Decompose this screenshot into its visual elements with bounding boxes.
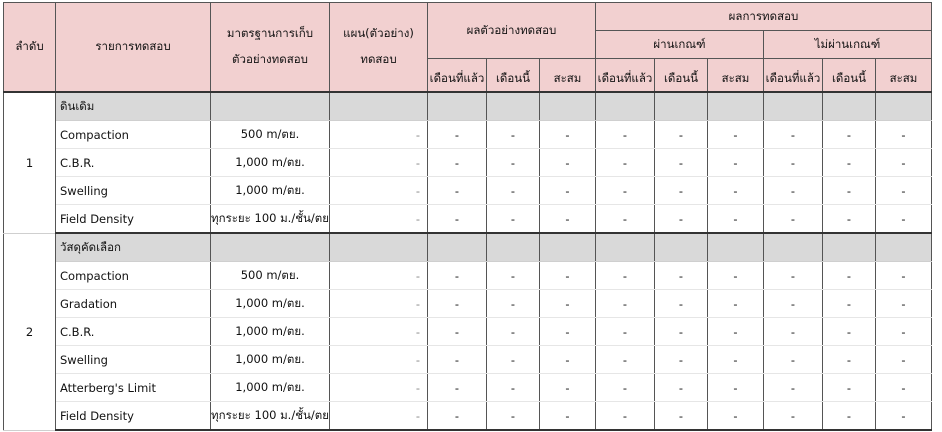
sampling-standard: 1,000 m/ตย.: [211, 290, 330, 318]
header-sample-this-month: เดือนนี้: [487, 59, 540, 93]
result-value: -: [596, 177, 655, 205]
result-value: -: [876, 205, 932, 234]
result-value: -: [823, 262, 876, 290]
category-blank-cell: [540, 92, 596, 121]
result-value: -: [876, 346, 932, 374]
result-value: -: [823, 177, 876, 205]
result-value: -: [655, 318, 708, 346]
result-value: -: [823, 149, 876, 177]
test-item: Field Density: [56, 402, 211, 431]
result-value: -: [764, 205, 823, 234]
table-row: [4, 205, 932, 234]
result-value: -: [764, 318, 823, 346]
result-value: -: [708, 346, 764, 374]
result-value: -: [823, 121, 876, 149]
category-blank-cell: [596, 233, 655, 262]
result-value: -: [540, 149, 596, 177]
result-value: -: [540, 205, 596, 234]
category-blank-cell: [330, 92, 428, 121]
sampling-standard: 1,000 m/ตย.: [211, 149, 330, 177]
result-value: -: [540, 121, 596, 149]
plan-value: -: [330, 318, 428, 346]
result-value: -: [708, 177, 764, 205]
result-value: -: [708, 262, 764, 290]
result-value: -: [708, 402, 764, 431]
table-row: [4, 177, 932, 205]
result-value: -: [540, 318, 596, 346]
header-test-list: รายการทดสอบ: [56, 3, 211, 93]
result-value: -: [428, 402, 487, 431]
result-value: -: [596, 205, 655, 234]
result-value: -: [655, 121, 708, 149]
header-failed: ไม่ผ่านเกณฑ์: [764, 31, 932, 59]
result-value: -: [764, 262, 823, 290]
result-value: -: [540, 262, 596, 290]
result-value: -: [823, 318, 876, 346]
plan-value: -: [330, 262, 428, 290]
result-value: -: [708, 290, 764, 318]
category-blank-cell: [764, 233, 823, 262]
header-test-results: ผลการทดสอบ: [596, 3, 932, 31]
plan-value: -: [330, 177, 428, 205]
result-value: -: [428, 346, 487, 374]
result-value: -: [823, 290, 876, 318]
result-value: -: [428, 121, 487, 149]
category-row: [4, 92, 932, 121]
plan-value: -: [330, 346, 428, 374]
test-item: Field Density: [56, 205, 211, 234]
result-value: -: [487, 177, 540, 205]
result-value: -: [596, 121, 655, 149]
result-value: -: [764, 290, 823, 318]
category-blank-cell: [823, 92, 876, 121]
result-value: -: [540, 402, 596, 431]
category-blank-cell: [540, 233, 596, 262]
sampling-standard: 500 m/ตย.: [211, 121, 330, 149]
test-item: Compaction: [56, 121, 211, 149]
result-value: -: [540, 290, 596, 318]
result-value: -: [428, 318, 487, 346]
plan-value: -: [330, 121, 428, 149]
sampling-standard: ทุกระยะ 100 ม./ชั้น/ตย: [211, 205, 330, 234]
sampling-standard: 1,000 m/ตย.: [211, 346, 330, 374]
result-value: -: [655, 374, 708, 402]
header-sample-last-month: เดือนที่แล้ว: [428, 59, 487, 93]
result-value: -: [428, 290, 487, 318]
result-value: -: [428, 205, 487, 234]
category-blank-cell: [708, 92, 764, 121]
table-row: [4, 374, 932, 402]
test-item: C.B.R.: [56, 318, 211, 346]
category-blank-cell: [428, 92, 487, 121]
result-value: -: [655, 149, 708, 177]
result-value: -: [596, 318, 655, 346]
result-value: -: [655, 402, 708, 431]
test-results-table: [3, 2, 932, 431]
result-value: -: [823, 346, 876, 374]
table-row: [4, 121, 932, 149]
result-value: -: [764, 149, 823, 177]
group-index: 1: [4, 92, 56, 233]
result-value: -: [487, 318, 540, 346]
header-sampling-standard-line1: มาตรฐานการเก็บ: [226, 26, 314, 40]
result-value: -: [823, 402, 876, 431]
table-row: [4, 402, 932, 431]
result-value: -: [655, 346, 708, 374]
result-value: -: [708, 318, 764, 346]
result-value: -: [876, 318, 932, 346]
result-value: -: [428, 177, 487, 205]
result-value: -: [596, 290, 655, 318]
category-blank-cell: [487, 233, 540, 262]
category-blank-cell: [876, 92, 932, 121]
sampling-standard: 1,000 m/ตย.: [211, 318, 330, 346]
table-row: [4, 318, 932, 346]
category-blank-cell: [876, 233, 932, 262]
header-passed-last-month: เดือนที่แล้ว: [596, 59, 655, 93]
test-item: Swelling: [56, 346, 211, 374]
test-item: Gradation: [56, 290, 211, 318]
header-sampling-standard: [211, 3, 330, 93]
result-value: -: [487, 121, 540, 149]
plan-value: -: [330, 205, 428, 234]
category-blank-cell: [211, 92, 330, 121]
test-item: Swelling: [56, 177, 211, 205]
result-value: -: [708, 374, 764, 402]
result-value: -: [428, 262, 487, 290]
result-value: -: [764, 346, 823, 374]
category-blank-cell: [655, 92, 708, 121]
category-blank-cell: [211, 233, 330, 262]
result-value: -: [487, 402, 540, 431]
sampling-standard: ทุกระยะ 100 ม./ชั้น/ตย: [211, 402, 330, 431]
result-value: -: [876, 290, 932, 318]
result-value: -: [596, 346, 655, 374]
result-value: -: [655, 262, 708, 290]
table-row: [4, 262, 932, 290]
result-value: -: [487, 262, 540, 290]
test-item: Atterberg's Limit: [56, 374, 211, 402]
table-header: [4, 3, 932, 93]
result-value: -: [487, 346, 540, 374]
plan-value: -: [330, 374, 428, 402]
result-value: -: [876, 262, 932, 290]
category-label: ดินเดิม: [56, 92, 211, 121]
result-value: -: [764, 374, 823, 402]
plan-value: -: [330, 290, 428, 318]
category-row: [4, 233, 932, 262]
result-value: -: [596, 402, 655, 431]
header-sampling-standard-line2: ตัวอย่างทดสอบ: [232, 52, 308, 66]
category-blank-cell: [764, 92, 823, 121]
test-item: Compaction: [56, 262, 211, 290]
result-value: -: [596, 262, 655, 290]
result-value: -: [764, 177, 823, 205]
category-blank-cell: [823, 233, 876, 262]
header-plan-line1: แผน(ตัวอย่าง): [343, 26, 414, 40]
header-failed-cumulative: สะสม: [876, 59, 932, 93]
result-value: -: [764, 402, 823, 431]
result-value: -: [708, 205, 764, 234]
test-item: C.B.R.: [56, 149, 211, 177]
table-body: [4, 92, 932, 430]
category-blank-cell: [708, 233, 764, 262]
category-blank-cell: [655, 233, 708, 262]
category-blank-cell: [487, 92, 540, 121]
header-failed-last-month: เดือนที่แล้ว: [764, 59, 823, 93]
header-failed-this-month: เดือนนี้: [823, 59, 876, 93]
sampling-standard: 500 m/ตย.: [211, 262, 330, 290]
result-value: -: [487, 290, 540, 318]
result-value: -: [708, 121, 764, 149]
result-value: -: [876, 149, 932, 177]
header-sample-cumulative: สะสม: [540, 59, 596, 93]
plan-value: -: [330, 402, 428, 431]
table-row: [4, 346, 932, 374]
header-sample-results: ผลตัวอย่างทดสอบ: [428, 3, 596, 59]
result-value: -: [428, 374, 487, 402]
result-value: -: [876, 121, 932, 149]
category-blank-cell: [596, 92, 655, 121]
result-value: -: [487, 374, 540, 402]
table-row: [4, 290, 932, 318]
category-label: วัสดุคัดเลือก: [56, 233, 211, 262]
category-blank-cell: [330, 233, 428, 262]
result-value: -: [655, 290, 708, 318]
header-passed: ผ่านเกณฑ์: [596, 31, 764, 59]
group-index: 2: [4, 233, 56, 430]
result-value: -: [596, 149, 655, 177]
header-passed-cumulative: สะสม: [708, 59, 764, 93]
header-plan-line2: ทดสอบ: [360, 52, 397, 66]
result-value: -: [540, 374, 596, 402]
result-value: -: [876, 402, 932, 431]
test-results-sheet: [3, 2, 932, 431]
result-value: -: [487, 149, 540, 177]
sampling-standard: 1,000 m/ตย.: [211, 177, 330, 205]
result-value: -: [540, 177, 596, 205]
result-value: -: [823, 205, 876, 234]
result-value: -: [823, 374, 876, 402]
sampling-standard: 1,000 m/ตย.: [211, 374, 330, 402]
header-plan: [330, 3, 428, 93]
category-blank-cell: [428, 233, 487, 262]
header-passed-this-month: เดือนนี้: [655, 59, 708, 93]
result-value: -: [876, 374, 932, 402]
plan-value: -: [330, 149, 428, 177]
result-value: -: [876, 177, 932, 205]
table-row: [4, 149, 932, 177]
result-value: -: [487, 205, 540, 234]
result-value: -: [655, 205, 708, 234]
result-value: -: [596, 374, 655, 402]
result-value: -: [708, 149, 764, 177]
result-value: -: [764, 121, 823, 149]
result-value: -: [428, 149, 487, 177]
result-value: -: [540, 346, 596, 374]
header-order: ลำดับ: [4, 3, 56, 93]
result-value: -: [655, 177, 708, 205]
